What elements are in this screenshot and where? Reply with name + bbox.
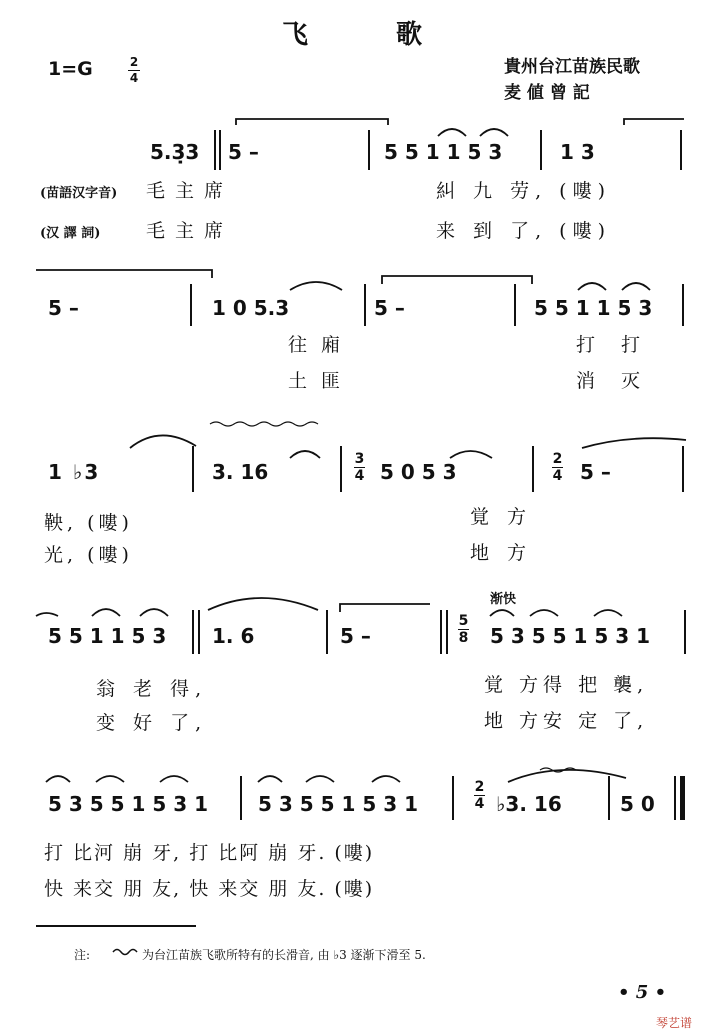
lyric-line: 打 打 <box>576 334 651 356</box>
lyric-line: 糾 九 劳, (嘍) <box>436 180 611 202</box>
tie <box>582 438 686 448</box>
slur <box>140 609 168 616</box>
notation-measure: 5 0 5 3 <box>380 460 457 484</box>
notation-measure: 5 3 5 5 1 5 3 1 <box>48 792 209 816</box>
tie <box>340 604 430 612</box>
lyric-line: 来 到 了, (嘍) <box>436 220 611 242</box>
meter-bottom: 4 <box>129 71 139 85</box>
notation-measure: 5 5 1 1 5 3 <box>48 624 167 648</box>
slur <box>480 129 508 136</box>
lyric-line-tag: (汉 譯 詞) <box>40 226 101 241</box>
ts-top: 2 <box>552 451 563 467</box>
lyric-line: 往 廂 <box>288 334 345 356</box>
page-number: • 5 • <box>618 982 667 1003</box>
slur <box>160 776 188 782</box>
tie <box>624 119 684 125</box>
ts-bottom: 4 <box>354 468 365 484</box>
notation-measure: ♭3. 16 <box>496 792 562 816</box>
slur <box>490 610 514 616</box>
slur <box>290 282 342 290</box>
lyric-line: 地 方 <box>470 542 533 564</box>
notation-measure: 1. 6 <box>212 624 255 648</box>
lyric-line: 翁 老 得, <box>96 678 208 700</box>
notation-measure: 1 0 5.3 <box>212 296 290 320</box>
tie <box>36 270 212 278</box>
slur <box>92 609 120 616</box>
lyric-line: 地 方安 定 了, <box>484 710 649 732</box>
lyric-line: 毛主席 <box>146 180 234 202</box>
notation-measure: 5 – <box>48 296 79 320</box>
slur <box>46 776 70 782</box>
lyric-line: 消 灭 <box>576 370 651 392</box>
slur <box>130 435 196 448</box>
slur <box>594 610 622 616</box>
ts-bottom: 4 <box>474 796 485 812</box>
lyric-line: 覚 方得 把 襲, <box>484 674 649 696</box>
lyric-line: 鞅, (嘍) <box>44 512 133 534</box>
tie <box>36 613 58 616</box>
notation-measure: 5 5 1 1 5 3 <box>534 296 653 320</box>
notation-measure: 5 – <box>580 460 611 484</box>
lyric-line: 光, (嘍) <box>44 544 133 566</box>
lyric-line: 土 匪 <box>288 370 345 392</box>
tempo-marking: 渐快 <box>490 592 517 607</box>
watermark: 琴艺谱 <box>656 1016 693 1030</box>
meter-top: 2 <box>129 55 139 69</box>
lyric-line: 快 来交 朋 友, 快 来交 朋 友. (嘍) <box>44 878 375 900</box>
lyric-line: 变 好 了, <box>96 712 208 734</box>
ts-bottom: 4 <box>552 468 563 484</box>
slur <box>450 451 492 458</box>
notation-measure: 5 0 <box>620 792 655 816</box>
slur <box>372 776 400 782</box>
slur <box>290 451 320 458</box>
slur <box>258 776 282 782</box>
notation-measure: 5 5 1 1 5 3 <box>384 140 503 164</box>
slur <box>508 770 626 782</box>
lyric-line: 打 比河 崩 牙, 打 比阿 崩 牙. (嘍) <box>44 842 375 864</box>
lyric-line: 毛主席 <box>146 220 234 242</box>
slur <box>208 598 318 610</box>
slur <box>438 129 466 136</box>
song-title-right: 歌 <box>396 20 423 50</box>
ts-top: 5 <box>458 613 469 629</box>
slur <box>578 283 606 290</box>
ts-top: 3 <box>354 451 365 467</box>
tie <box>236 119 388 125</box>
notation-measure: 5 – <box>228 140 259 164</box>
ts-top: 2 <box>474 779 485 795</box>
notation-pickup: 5.3̣3 <box>150 140 200 164</box>
song-title-left: 飞 <box>282 20 309 50</box>
notation-measure: 1 3 <box>560 140 595 164</box>
slur <box>306 776 334 782</box>
slur <box>96 776 124 782</box>
footnote-text: 为台江苗族飞歌所特有的长滑音, 由 ♭3 逐渐下滑至 5. <box>142 948 426 962</box>
notation-measure: 3. 16 <box>212 460 269 484</box>
key-signature: 1=G <box>48 58 93 80</box>
song-source: 貴州台江苗族民歌 <box>504 57 640 77</box>
notation-measure: 5 – <box>374 296 405 320</box>
glissando-icon <box>112 946 138 958</box>
tie <box>382 276 532 284</box>
song-recorder: 麦 値 曾 記 <box>504 83 590 103</box>
slur <box>622 283 650 290</box>
notation-measure: 5 3 5 5 1 5 3 1 <box>490 624 651 648</box>
notation-measure: 5 – <box>340 624 371 648</box>
footnote-label: 注: <box>74 948 91 962</box>
lyric-line-tag: (苗語汉字音) <box>40 186 118 201</box>
lyric-line: 覚 方 <box>470 506 533 528</box>
notation-measure: 1 ♭3 <box>48 460 101 484</box>
notation-measure: 5 3 5 5 1 5 3 1 <box>258 792 419 816</box>
glissando-mark <box>210 422 318 426</box>
ts-bottom: 8 <box>458 630 469 646</box>
slur <box>530 610 558 616</box>
